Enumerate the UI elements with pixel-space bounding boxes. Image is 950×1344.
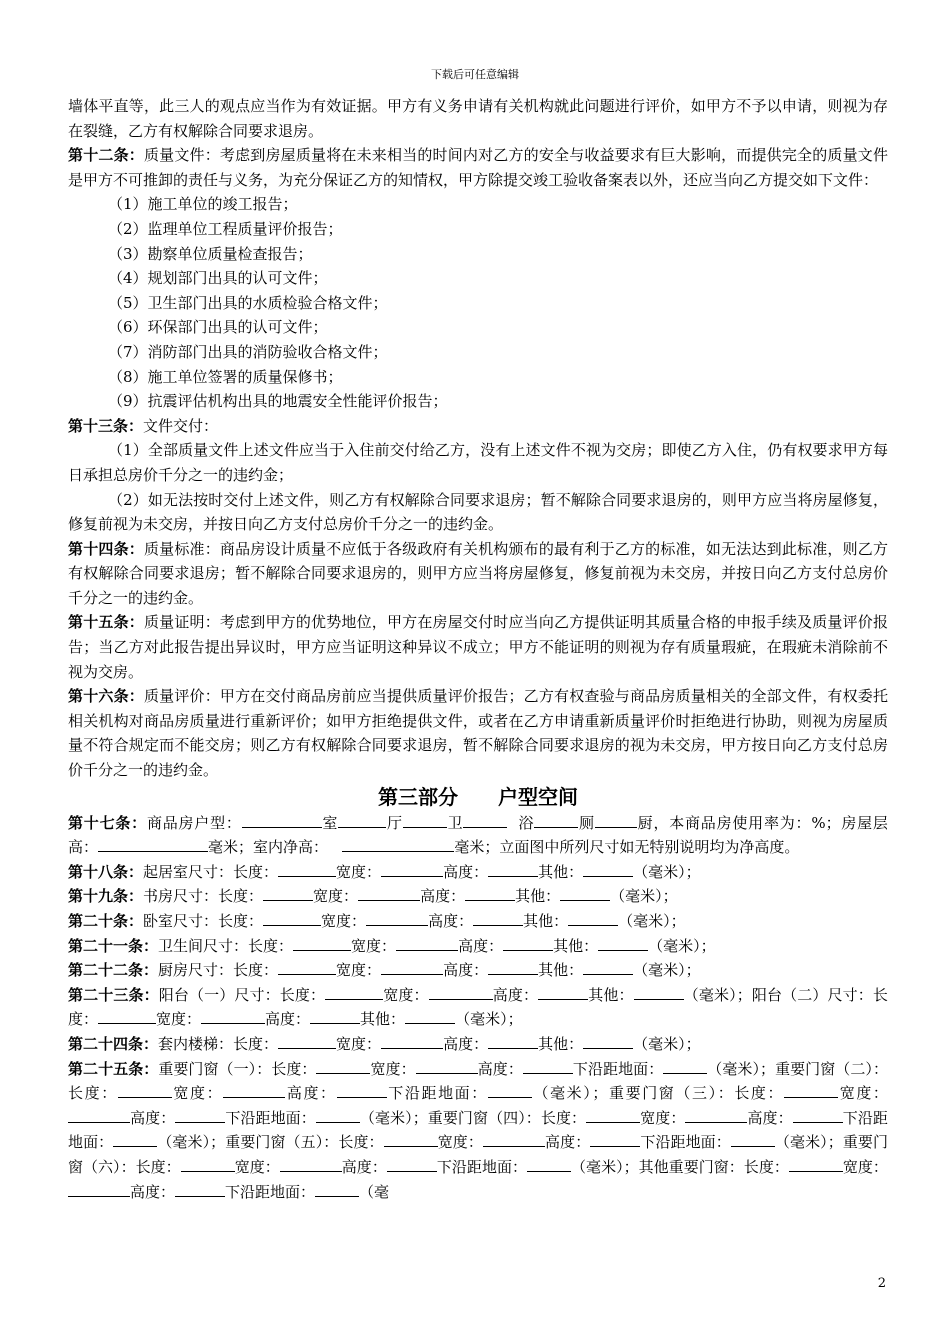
article-label: 第二十条： xyxy=(68,912,144,930)
height-label: 高度： xyxy=(285,1084,337,1103)
blank-field[interactable] xyxy=(113,1131,157,1147)
blank-field[interactable] xyxy=(503,935,553,951)
blank-field[interactable] xyxy=(634,984,684,1000)
width-label: 宽度： xyxy=(156,1010,202,1029)
article-25 xyxy=(68,1057,888,1205)
width-label: 宽度： xyxy=(383,985,429,1004)
height-label: 高度： xyxy=(458,936,504,955)
blank-field[interactable] xyxy=(263,910,321,926)
article-22 xyxy=(68,958,888,983)
blank-field[interactable] xyxy=(586,1107,640,1123)
list-item: （5）卫生部门出具的水质检验合格文件； xyxy=(108,293,388,312)
height-label: 高度： xyxy=(443,862,489,881)
article-text: 质量证明：考虑到甲方的优势地位，甲方在房屋交付时应当向乙方提供证明其质量合格的申报手续及质量评价报告；当乙方对此报告提出异议时，甲方应当证明这种异议不成立；甲方不能证明的则视为存有质量瑕疵，在瑕疵未消除前不视为交房。 xyxy=(68,613,888,681)
unit-label: 卫 xyxy=(446,813,464,832)
height-label: 高度： xyxy=(544,1133,591,1152)
window-label: ；重要门窗（三）： xyxy=(592,1084,735,1103)
height-label: 高度： xyxy=(477,1059,523,1078)
list-item: （4）规划部门出具的认可文件； xyxy=(108,269,328,288)
document-body xyxy=(68,94,888,1204)
article-12 xyxy=(68,143,888,192)
unit-label: （毫米） xyxy=(633,862,686,881)
blank-field[interactable] xyxy=(242,812,322,828)
length-label: 长度： xyxy=(271,1059,317,1078)
width-label: 宽度： xyxy=(351,936,397,955)
height-label: 高度： xyxy=(130,1182,176,1201)
length-label: 长度： xyxy=(734,1084,785,1103)
other-label: 其他： xyxy=(588,985,634,1004)
length-label: 长度： xyxy=(338,1133,384,1152)
length-label: 长度： xyxy=(135,1157,181,1176)
article-20 xyxy=(68,909,888,934)
room-label: 起居室尺寸： xyxy=(143,862,234,881)
blank-field[interactable] xyxy=(663,1058,707,1074)
width-label: 宽度： xyxy=(336,961,382,980)
width-label: 宽度： xyxy=(842,1157,888,1176)
unit-label: （毫米） xyxy=(648,936,701,955)
unit-label: （毫米） xyxy=(707,1059,761,1078)
blank-field[interactable] xyxy=(315,1181,359,1197)
height-label: 高度： xyxy=(443,961,489,980)
blank-field[interactable] xyxy=(568,910,618,926)
article-text: %；房屋层高： xyxy=(68,813,888,857)
blank-field[interactable] xyxy=(387,1156,437,1172)
article-14 xyxy=(68,537,888,611)
height-label: 高度： xyxy=(265,1010,311,1029)
blank-field[interactable] xyxy=(488,861,538,877)
blank-field[interactable] xyxy=(118,1082,172,1098)
width-label: 宽度： xyxy=(336,862,382,881)
unit-label: （毫米） xyxy=(531,1084,593,1103)
section-heading xyxy=(68,783,888,811)
blank-field[interactable] xyxy=(488,959,538,975)
blank-field[interactable] xyxy=(293,935,351,951)
unit-label: 厅 xyxy=(386,813,403,832)
article-19 xyxy=(68,884,888,909)
width-label: 宽度： xyxy=(234,1157,280,1176)
width-label: 宽度： xyxy=(321,912,367,930)
other-label: 其他： xyxy=(538,1034,584,1053)
article-24 xyxy=(68,1032,888,1057)
height-label: 高度： xyxy=(130,1108,176,1127)
room-label: 卧室尺寸： xyxy=(143,912,219,930)
other-label: 其他： xyxy=(538,862,584,881)
article-16 xyxy=(68,684,888,782)
blank-field[interactable] xyxy=(789,1156,843,1172)
blank-field[interactable] xyxy=(473,910,523,926)
width-label: 宽度： xyxy=(336,1034,382,1053)
unit-label: 厕 xyxy=(578,813,595,832)
length-label: 长度： xyxy=(218,912,264,930)
length-label: 长度： xyxy=(540,1108,587,1127)
punctuation: ； xyxy=(685,961,701,980)
room-label: 厨房尺寸： xyxy=(158,961,234,980)
article-text: 质量标准：商品房设计质量不应低于各级政府有关机构颁布的最有利于乙方的标准，如无法达到此标准，则乙方有权解除合同要求退房；暂不解除合同要求退房的，则甲方应当将房屋修复，修复前视为未交房，并按日向乙方支付总房价千分之一的违约金。 xyxy=(68,539,888,607)
article-label: 第十九条： xyxy=(68,887,144,906)
unit-label: （毫米） xyxy=(571,1157,624,1176)
blank-field[interactable] xyxy=(68,1181,130,1197)
width-label: 宽度： xyxy=(838,1084,888,1103)
unit-label: （毫米） xyxy=(157,1133,211,1152)
unit-label: （毫米） xyxy=(618,912,671,930)
section-title: 户型空间 xyxy=(498,784,578,809)
list-item: （1）施工单位的竣工报告； xyxy=(108,195,298,214)
length-label: 长度： xyxy=(743,1157,789,1176)
room-label: 阳台（一）尺寸： xyxy=(158,985,280,1004)
unit-label: 厨，本商品房使用率为： xyxy=(636,813,812,832)
blank-field[interactable] xyxy=(793,1107,843,1123)
blank-field[interactable] xyxy=(560,885,610,901)
punctuation: ； xyxy=(685,1034,701,1053)
sill-label: 下沿距地面： xyxy=(225,1108,316,1127)
window-label: 重要门窗（一）： xyxy=(158,1059,272,1078)
article-text: 质量文件：考虑到房屋质量将在未来相当的时间内对乙方的安全与收益要求有巨大影响，而提供完全的质量文件是甲方不可推卸的责任与义务，为充分保证乙方的知情权，甲方除提交竣工验收备案表以外，还应当向乙方提交如下文件： xyxy=(68,146,888,189)
blank-field[interactable] xyxy=(396,935,458,951)
height-label: 高度： xyxy=(443,1034,489,1053)
list-item: （7）消防部门出具的消防验收合格文件； xyxy=(108,342,388,361)
blank-field[interactable] xyxy=(201,1008,265,1024)
blank-field[interactable] xyxy=(181,1156,235,1172)
article-label: 第十六条： xyxy=(68,687,144,706)
sill-label: 下沿距地面： xyxy=(68,1108,888,1152)
article-label: 第二十二条： xyxy=(68,961,159,980)
other-label: 其他： xyxy=(515,887,561,906)
blank-field[interactable] xyxy=(278,959,336,975)
article-label: 第二十四条： xyxy=(68,1034,159,1053)
other-label: 其他： xyxy=(538,961,584,980)
room-label: 书房尺寸： xyxy=(143,887,219,906)
punctuation: ； xyxy=(670,912,686,930)
blank-field[interactable] xyxy=(68,1107,130,1123)
width-label: 宽度： xyxy=(370,1059,416,1078)
article-21 xyxy=(68,934,888,959)
article-15 xyxy=(68,610,888,684)
blank-field[interactable] xyxy=(223,1082,285,1098)
height-label: 高度： xyxy=(428,912,474,930)
unit-label: （毫米） xyxy=(633,1034,686,1053)
list-item: （2）监理单位工程质量评价报告； xyxy=(108,219,343,238)
blank-field[interactable] xyxy=(384,1131,438,1147)
blank-field[interactable] xyxy=(488,1033,538,1049)
blank-field[interactable] xyxy=(175,1181,225,1197)
window-label: ；重要门窗（四）： xyxy=(412,1108,541,1127)
article-13 xyxy=(68,414,888,439)
list-item: （6）环保部门出具的认可文件； xyxy=(108,318,328,337)
unit-label: （毫米） xyxy=(683,985,737,1004)
room-label: 套内楼梯： xyxy=(158,1034,234,1053)
window-label: ；重要门窗（二）： xyxy=(760,1059,888,1078)
length-label: 长度： xyxy=(68,985,888,1029)
sill-label: 下沿距地面： xyxy=(572,1059,664,1078)
width-label: 宽度： xyxy=(313,887,359,906)
punctuation: ； xyxy=(685,862,701,881)
blank-field[interactable] xyxy=(325,984,383,1000)
blank-field[interactable] xyxy=(338,812,386,828)
length-label: 长度： xyxy=(233,961,279,980)
height-label: 高度： xyxy=(492,985,539,1004)
length-label: 长度： xyxy=(233,862,279,881)
blank-field[interactable] xyxy=(583,1033,633,1049)
quality-documents-list xyxy=(68,192,888,413)
article-label: 第十四条： xyxy=(68,539,144,558)
blank-field[interactable] xyxy=(590,1131,640,1147)
blank-field[interactable] xyxy=(598,935,648,951)
blank-field[interactable] xyxy=(366,910,428,926)
article-13-clause-2: （2）如无法按时交付上述文件，则乙方有权解除合同要求退房；暂不解除合同要求退房的，则甲方应当将房屋修复，修复前视为未交房，并按日向乙方支付总房价千分之一的违约金。 xyxy=(68,490,888,534)
other-label: 其他： xyxy=(523,912,569,930)
list-item: （3）勘察单位质量检查报告； xyxy=(108,244,313,263)
blank-field[interactable] xyxy=(310,1008,360,1024)
punctuation: ； xyxy=(507,1010,523,1029)
blank-field[interactable] xyxy=(342,836,454,852)
blank-field[interactable] xyxy=(358,885,420,901)
blank-field[interactable] xyxy=(583,959,633,975)
other-label: 其他： xyxy=(360,1010,406,1029)
sill-label: 下沿距地面： xyxy=(640,1133,731,1152)
punctuation: ； xyxy=(662,887,678,906)
article-label: 第十二条： xyxy=(68,146,144,165)
blank-field[interactable] xyxy=(278,1033,336,1049)
article-text: 质量评价：甲方在交付商品房前应当提供质量评价报告；乙方有权查验与商品房质量相关的全部文件，有权委托相关机构对商品房质量进行重新评价；如甲方拒绝提供文件，或者在乙方申请重新质量评价时拒绝进行协助，则视为房屋质量不符合规定而不能交房；则乙方有权解除合同要求退房，暂不解除合同要求退房的视为未交房，甲方按日向乙方支付总房价千分之一的违约金。 xyxy=(68,687,888,780)
unit-label: （毫米） xyxy=(359,1108,413,1127)
blank-field[interactable] xyxy=(685,1107,747,1123)
article-text: 文件交付： xyxy=(143,416,219,435)
blank-field[interactable] xyxy=(381,1033,443,1049)
page-header: 下载后可任意编辑 xyxy=(431,68,519,81)
article-text: 毫米；室内净高： xyxy=(208,838,329,857)
length-label: 长度： xyxy=(218,887,264,906)
window-label: ；重要门窗（五）： xyxy=(210,1133,339,1152)
blank-field[interactable] xyxy=(527,1156,571,1172)
blank-field[interactable] xyxy=(429,984,493,1000)
article-label: 第十三条： xyxy=(68,416,144,435)
article-text: 商品房户型： xyxy=(146,813,242,832)
window-label: ；重要门窗（六）： xyxy=(68,1133,888,1176)
blank-field[interactable] xyxy=(381,861,443,877)
article-label: 第十八条： xyxy=(68,862,144,881)
sill-label: 下沿距地面： xyxy=(386,1084,488,1103)
blank-field[interactable] xyxy=(465,885,515,901)
sill-label: 下沿距地面： xyxy=(225,1182,316,1201)
blank-field[interactable] xyxy=(534,812,578,828)
article-label: 第十五条： xyxy=(68,613,144,632)
height-label: 高度： xyxy=(420,887,466,906)
blank-field[interactable] xyxy=(337,1082,387,1098)
unit-label: 浴 xyxy=(518,813,535,832)
list-item: （9）抗震评估机构出具的地震安全性能评价报告； xyxy=(108,392,448,411)
unit-label: （毫米） xyxy=(774,1133,828,1152)
blank-field[interactable] xyxy=(316,1107,360,1123)
blank-field[interactable] xyxy=(405,1008,455,1024)
room-label: ；阳台（二）尺寸： xyxy=(736,985,873,1004)
list-item: （8）施工单位签署的质量保修书； xyxy=(108,367,343,386)
length-label: 长度： xyxy=(233,1034,279,1053)
width-label: 宽度： xyxy=(437,1133,483,1152)
blank-field[interactable] xyxy=(263,885,313,901)
blank-field[interactable] xyxy=(538,984,588,1000)
unit-label: （毫米） xyxy=(633,961,686,980)
blank-field[interactable] xyxy=(280,1156,342,1172)
unit-label: （毫 xyxy=(359,1182,390,1201)
other-label: 其他： xyxy=(553,936,599,955)
blank-field[interactable] xyxy=(381,959,443,975)
article-23 xyxy=(68,983,888,1032)
punctuation: ； xyxy=(700,936,716,955)
length-label: 长度： xyxy=(248,936,294,955)
article-13-clause-1: （1）全部质量文件上述文件应当于入住前交付给乙方，没有上述文件不视为交房；即使乙方入住，仍有权要求甲方每日承担总房价千分之一的违约金； xyxy=(68,441,888,484)
article-text: 毫米；立面图中所列尺寸如无特别说明均为净高度。 xyxy=(454,838,800,857)
page-number: 2 xyxy=(877,1276,886,1291)
article-17 xyxy=(68,811,888,860)
length-label: 长度： xyxy=(68,1084,118,1103)
blank-field[interactable] xyxy=(583,861,633,877)
blank-field[interactable] xyxy=(731,1131,775,1147)
sill-label: 下沿距地面： xyxy=(436,1157,528,1176)
blank-field[interactable] xyxy=(98,836,208,852)
height-label: 高度： xyxy=(747,1108,793,1127)
blank-field[interactable] xyxy=(483,1131,545,1147)
blank-field[interactable] xyxy=(784,1082,838,1098)
width-label: 宽度： xyxy=(640,1108,686,1127)
article-label: 第二十五条： xyxy=(68,1059,159,1078)
unit-label: （毫米） xyxy=(455,1010,508,1029)
blank-field[interactable] xyxy=(463,812,507,828)
blank-field[interactable] xyxy=(523,1058,573,1074)
blank-field[interactable] xyxy=(403,812,447,828)
blank-field[interactable] xyxy=(595,812,637,828)
unit-label: （毫米） xyxy=(610,887,663,906)
article-label: 第十七条： xyxy=(68,813,147,832)
blank-field[interactable] xyxy=(416,1058,478,1074)
blank-field[interactable] xyxy=(98,1008,156,1024)
continued-paragraph: 墙体平直等，此三人的观点应当作为有效证据。甲方有义务申请有关机构就此问题进行评价，如甲方不予以申请，则视为存在裂缝，乙方有权解除合同要求退房。 xyxy=(68,97,888,140)
window-label: ；其他重要门窗： xyxy=(623,1157,744,1176)
unit-label: 室 xyxy=(321,813,339,832)
blank-field[interactable] xyxy=(278,861,336,877)
article-label: 第二十一条： xyxy=(68,936,159,955)
blank-field[interactable] xyxy=(175,1107,225,1123)
width-label: 宽度： xyxy=(171,1084,224,1103)
height-label: 高度： xyxy=(341,1157,387,1176)
room-label: 卫生间尺寸： xyxy=(158,936,249,955)
blank-field[interactable] xyxy=(316,1058,370,1074)
article-label: 第二十三条： xyxy=(68,985,159,1004)
length-label: 长度： xyxy=(279,985,326,1004)
blank-field[interactable] xyxy=(488,1082,532,1098)
article-18 xyxy=(68,860,888,885)
section-part: 第三部分 xyxy=(378,784,458,809)
